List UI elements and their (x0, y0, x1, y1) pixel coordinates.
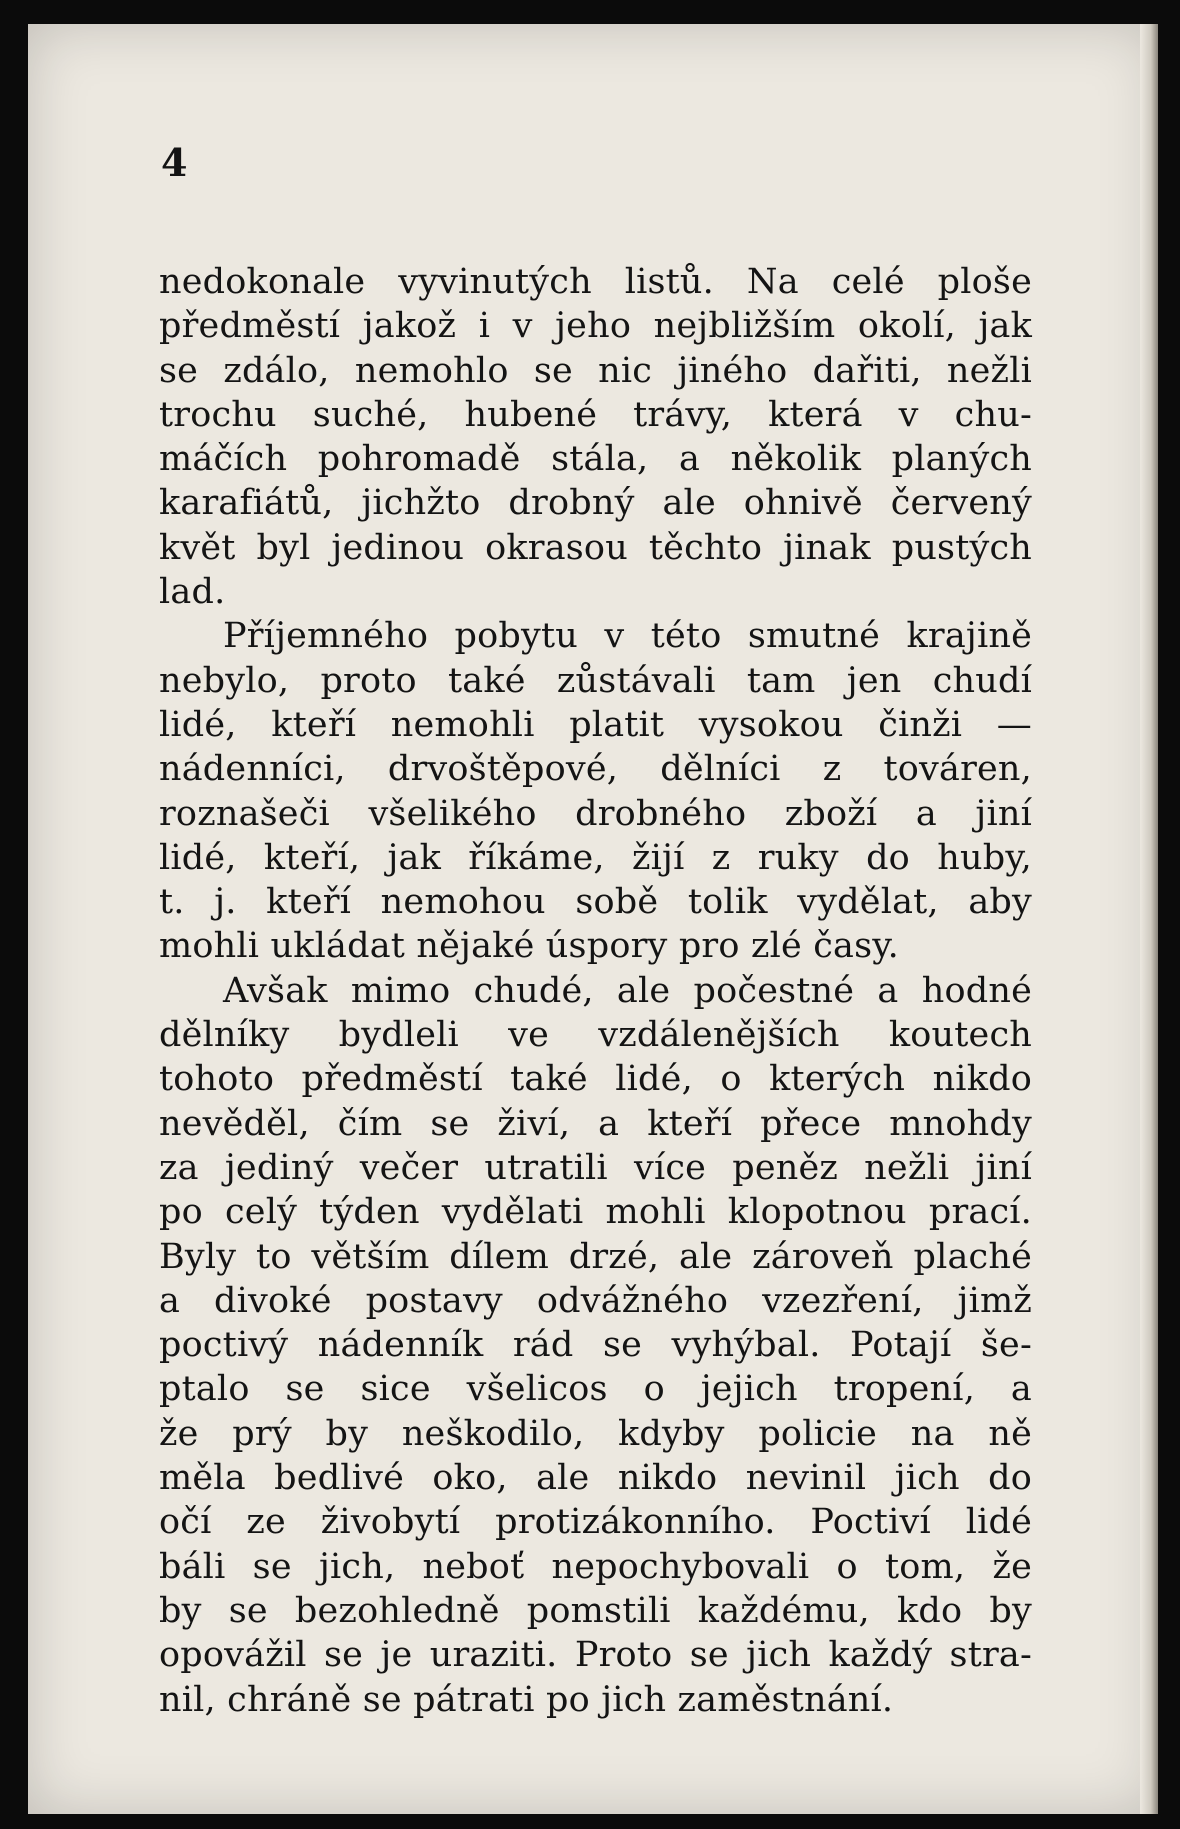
text-line: po celý týden vydělati mohli klopotnou prací. (159, 1192, 1032, 1233)
text-line: lidé, kteří, jak říkáme, žijí z ruky do huby, (159, 837, 1032, 878)
text-line: opovážil se je uraziti. Proto se jich každý stra- (159, 1635, 1032, 1676)
text-line: lidé, kteří nemohli platit vysokou činži — (159, 704, 1032, 745)
book-page (28, 24, 1158, 1814)
text-line: by se bezohledně pomstili každému, kdo by (159, 1590, 1032, 1631)
text-line: máčích pohromadě stála, a několik planých (159, 439, 1032, 480)
text-line: že prý by neškodilo, kdyby policie na ně (159, 1413, 1032, 1454)
text-line: za jediný večer utratili více peněz nežli jiní (159, 1147, 1032, 1188)
text-line: lad. (159, 572, 226, 613)
text-line: nebylo, proto také zůstávali tam jen chudí (159, 660, 1032, 701)
text-line: a divoké postavy odvážného vzezření, jimž (159, 1280, 1032, 1321)
page-spine-shadow (1140, 24, 1158, 1814)
text-line: se zdálo, nemohlo se nic jiného dařiti, nežli (159, 350, 1032, 391)
text-line: roznašeči všelikého drobného zboží a jiní (159, 793, 1032, 834)
text-line: mohli ukládat nějaké úspory pro zlé časy. (159, 926, 899, 967)
text-line: karafiátů, jichžto drobný ale ohnivě červený (159, 483, 1032, 524)
text-line: nil, chráně se pátrati po jich zaměstnání. (159, 1679, 894, 1720)
text-line: Příjemného pobytu v této smutné krajině (223, 616, 1032, 657)
text-line: trochu suché, hubené trávy, která v chu- (159, 394, 1032, 435)
text-line: tohoto předměstí také lidé, o kterých nikdo (159, 1059, 1032, 1100)
text-line: nedokonale vyvinutých listů. Na celé ploše (159, 262, 1032, 302)
text-line: báli se jich, neboť nepochybovali o tom, že (159, 1546, 1032, 1587)
text-line: poctivý nádenník rád se vyhýbal. Potají še- (159, 1325, 1032, 1366)
text-line: květ byl jedinou okrasou těchto jinak pustých (159, 527, 1032, 568)
text-line: dělníky bydleli ve vzdálenějších koutech (159, 1015, 1032, 1056)
text-line: nádenníci, drvoštěpové, dělníci z továren, (159, 749, 1032, 790)
body-text (159, 260, 1032, 1722)
text-line: Byly to větším dílem drzé, ale zároveň plaché (159, 1236, 1032, 1277)
page-number: 4 (161, 140, 188, 185)
text-line: t. j. kteří nemohou sobě tolik vydělat, aby (159, 882, 1032, 923)
text-line: měla bedlivé oko, ale nikdo nevinil jich do (159, 1458, 1032, 1499)
text-line: nevěděl, čím se živí, a kteří přece mnohdy (159, 1103, 1032, 1144)
text-line: předměstí jakož i v jeho nejbližším okolí, jak (159, 306, 1032, 347)
text-line: očí ze živobytí protizákonního. Poctiví lidé (159, 1502, 1032, 1543)
text-line: ptalo se sice všelicos o jejich tropení, a (159, 1369, 1032, 1410)
text-line: Avšak mimo chudé, ale počestné a hodné (223, 970, 1032, 1011)
